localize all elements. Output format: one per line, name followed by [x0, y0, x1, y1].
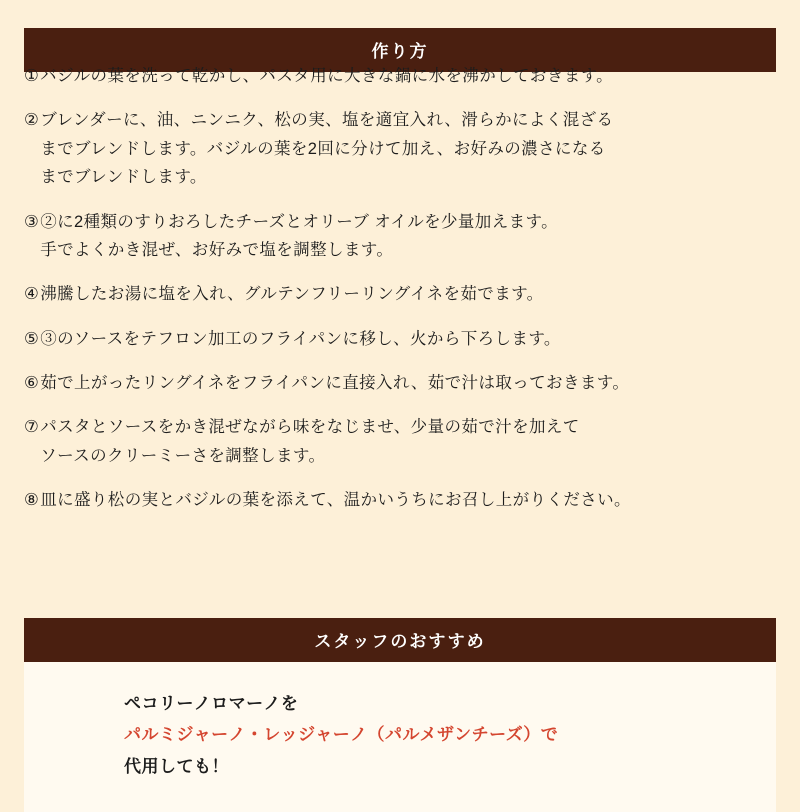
step-text	[40, 280, 780, 308]
step-item	[24, 106, 780, 191]
step-text	[40, 325, 780, 353]
step-item	[24, 325, 780, 353]
steps-list	[24, 62, 780, 531]
step-line: までブレンドします。バジルの葉を2回に分けて加え、お好みの濃さになる	[40, 139, 606, 158]
step-text	[40, 62, 780, 90]
step-line: ②に2種類のすりおろしたチーズとオリーブ オイルを少量加えます。	[40, 212, 558, 231]
tip-line-3: 代用しても！	[124, 756, 229, 776]
step-number: ②	[24, 111, 40, 130]
step-line: パスタとソースをかき混ぜながら味をなじませ、少量の茹で汁を加えて	[40, 418, 580, 437]
step-number: ⑦	[24, 418, 40, 437]
step-line: 沸騰したお湯に塩を入れ、グルテンフリーリングイネを茹でます。	[40, 285, 544, 304]
step-text	[40, 369, 780, 397]
steps-section-header: 作り方	[24, 28, 776, 72]
step-number: ①	[24, 67, 40, 85]
step-number: ④	[24, 285, 40, 304]
step-line: 茹で上がったリングイネをフライパンに直接入れ、茹で汁は取っておきます。	[40, 374, 630, 392]
step-text	[40, 106, 780, 191]
step-text	[40, 413, 780, 470]
step-text	[40, 486, 780, 514]
tip-section-header: スタッフのおすすめ	[24, 618, 776, 662]
step-number: ⑤	[24, 329, 40, 348]
step-number: ⑥	[24, 374, 40, 392]
staff-recommendation-block	[24, 618, 776, 812]
step-line: バジルの葉を洗って乾かし、パスタ用に大きな鍋に水を沸かしておきます。	[40, 67, 614, 85]
step-line: ソースのクリーミーさを調整します。	[40, 446, 326, 465]
step-item	[24, 413, 780, 470]
step-line: 皿に盛り松の実とバジルの葉を添えて、温かいうちにお召し上がりください。	[40, 491, 631, 510]
step-line: ブレンダーに、油、ニンニク、松の実、塩を適宜入れ、滑らかによく混ざる	[40, 111, 614, 130]
step-item	[24, 62, 780, 90]
step-item	[24, 369, 780, 397]
tip-body	[24, 662, 776, 812]
step-number: ③	[24, 212, 40, 231]
step-number: ⑧	[24, 491, 40, 510]
step-line: までブレンドします。	[40, 168, 207, 187]
tip-line-1: ペコリーノロマーノを	[124, 694, 299, 713]
step-text	[40, 208, 780, 265]
tip-line-2: パルミジャーノ・レッジャーノ（パルメザンチーズ）で	[124, 725, 559, 745]
step-line: ③のソースをテフロン加工のフライパンに移し、火から下ろします。	[40, 329, 561, 348]
step-item	[24, 208, 780, 265]
step-line: 手でよくかき混ぜ、お好みで塩を調整します。	[40, 240, 394, 259]
step-item	[24, 280, 780, 308]
step-item	[24, 486, 780, 514]
